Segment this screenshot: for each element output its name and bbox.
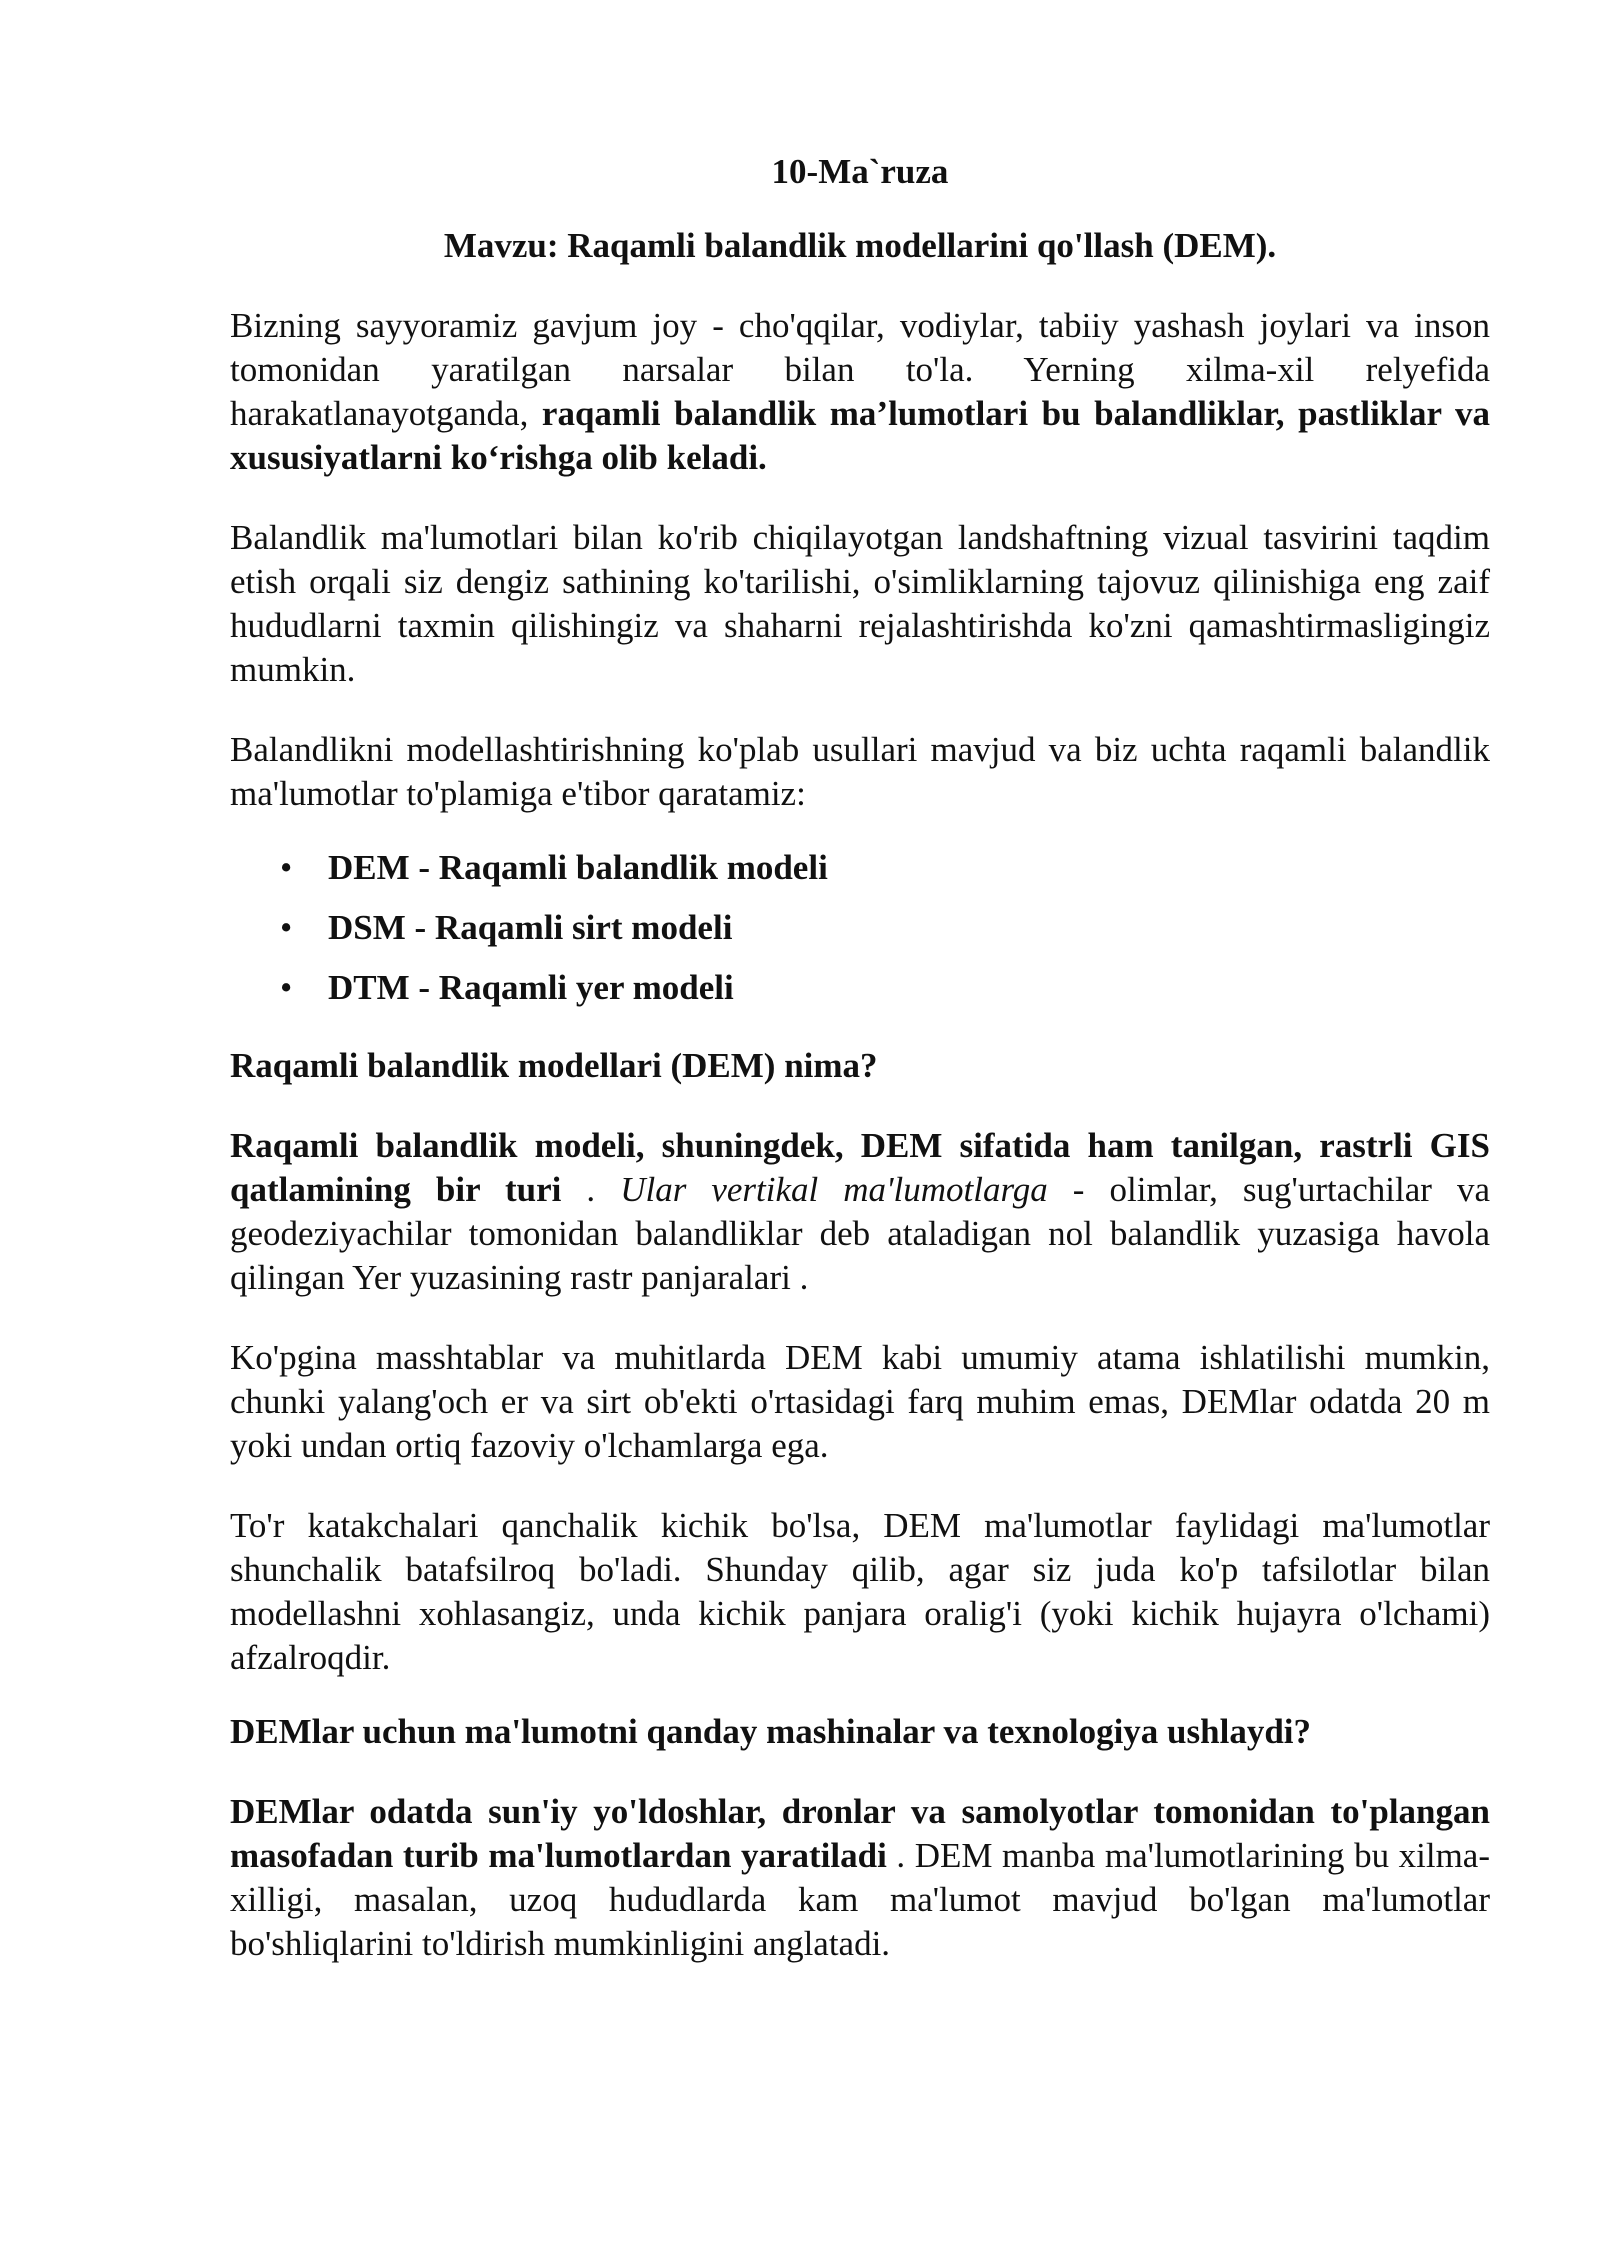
topic-title: Mavzu: Raqamli balandlik modellarini qo'llash (DEM). bbox=[443, 226, 1277, 265]
paragraph-dem-definition-sep: . bbox=[561, 1170, 621, 1209]
bullet-icon: • bbox=[280, 968, 293, 1007]
section-heading-technology: DEMlar uchun ma'lumotni qanday mashinalar va texnologiya ushlaydi? bbox=[230, 1712, 1312, 1751]
bullet-icon: • bbox=[280, 908, 293, 947]
paragraph-visualization: Balandlik ma'lumotlari bilan ko'rib chiqilayotgan landshaftning vizual tasvirini taqdim etish orqali siz dengiz sathining ko'tarilishi, o'simliklarning tajovuz qilinishiga eng zaif hududlarni taxmin qilishingiz va shaharni rejalashtirishda ko'zni qamashtirmasligingiz mumkin. bbox=[230, 518, 1490, 689]
list-item-dem bbox=[230, 846, 1490, 890]
list-item-dtm bbox=[230, 966, 1490, 1010]
document-page bbox=[230, 150, 1490, 2002]
paragraph-sources-bold: DEMlar odatda sun'iy yo'ldoshlar, dronlar va samolyotlar tomonidan to'plangan masofadan turib ma'lumotlardan yaratiladi bbox=[230, 1792, 1490, 1875]
paragraph-dem-definition-rest: - olimlar, sug'urtachilar va geodeziyachilar tomonidan balandliklar deb ataladigan nol balandlik yuzasiga havola qilingan Yer yuzasining rastr panjaralari . bbox=[230, 1170, 1490, 1297]
paragraph-dem-definition-bold: Raqamli balandlik modeli, shuningdek, DEM sifatida ham tanilgan, rastrli GIS qatlamining bir turi bbox=[230, 1126, 1490, 1209]
paragraph-scales: Ko'pgina masshtablar va muhitlarda DEM kabi umumiy atama ishlatilishi mumkin, chunki yalang'och er va sirt ob'ekti o'rtasidagi farq muhim emas, DEMlar odatda 20 m yoki undan ortiq fazoviy o'lchamlarga ega. bbox=[230, 1338, 1490, 1465]
list-item-dsm bbox=[230, 906, 1490, 950]
list-item-label: DSM - Raqamli sirt modeli bbox=[328, 908, 733, 947]
paragraph-sources bbox=[230, 1790, 1490, 1966]
paragraph-intro bbox=[230, 304, 1490, 480]
paragraph-dem-definition-italic: Ular vertikal ma'lumotlarga bbox=[620, 1170, 1048, 1209]
lecture-title: 10-Ma`ruza bbox=[771, 152, 949, 191]
model-list bbox=[230, 846, 1490, 1010]
paragraph-methods: Balandlikni modellashtirishning ko'plab usullari mavjud va biz uchta raqamli balandlik ma'lumotlar to'plamiga e'tibor qaratamiz: bbox=[230, 730, 1490, 813]
paragraph-intro-bold: raqamli balandlik ma’lumotlari bu balandliklar, pastliklar va xususiyatlarni ko‘rishga olib keladi. bbox=[230, 394, 1490, 477]
bullet-icon: • bbox=[280, 848, 293, 887]
paragraph-dem-definition bbox=[230, 1124, 1490, 1300]
paragraph-intro-text: Bizning sayyoramiz gavjum joy - cho'qqilar, vodiylar, tabiiy yashash joylari va inson tomonidan yaratilgan narsalar bilan to'la. Yerning xilma-xil relyefida harakatlanayotganda, bbox=[230, 306, 1490, 433]
list-item-label: DTM - Raqamli yer modeli bbox=[328, 968, 734, 1007]
section-heading-what-is-dem: Raqamli balandlik modellari (DEM) nima? bbox=[230, 1046, 878, 1085]
list-item-label: DEM - Raqamli balandlik modeli bbox=[328, 848, 828, 887]
paragraph-grid-cells: To'r katakchalari qanchalik kichik bo'lsa, DEM ma'lumotlar faylidagi ma'lumotlar shunchalik batafsilroq bo'ladi. Shunday qilib, agar siz juda ko'p tafsilotlar bilan modellashni xohlasangiz, unda kichik panjara oralig'i (yoki kichik hujayra o'lchami) afzalroqdir. bbox=[230, 1506, 1490, 1677]
paragraph-sources-rest: . DEM manba ma'lumotlarining bu xilma-xilligi, masalan, uzoq hududlarda kam ma'lumot mavjud bo'lgan ma'lumotlar bo'shliqlarini to'ldirish mumkinligini anglatadi. bbox=[230, 1836, 1490, 1963]
